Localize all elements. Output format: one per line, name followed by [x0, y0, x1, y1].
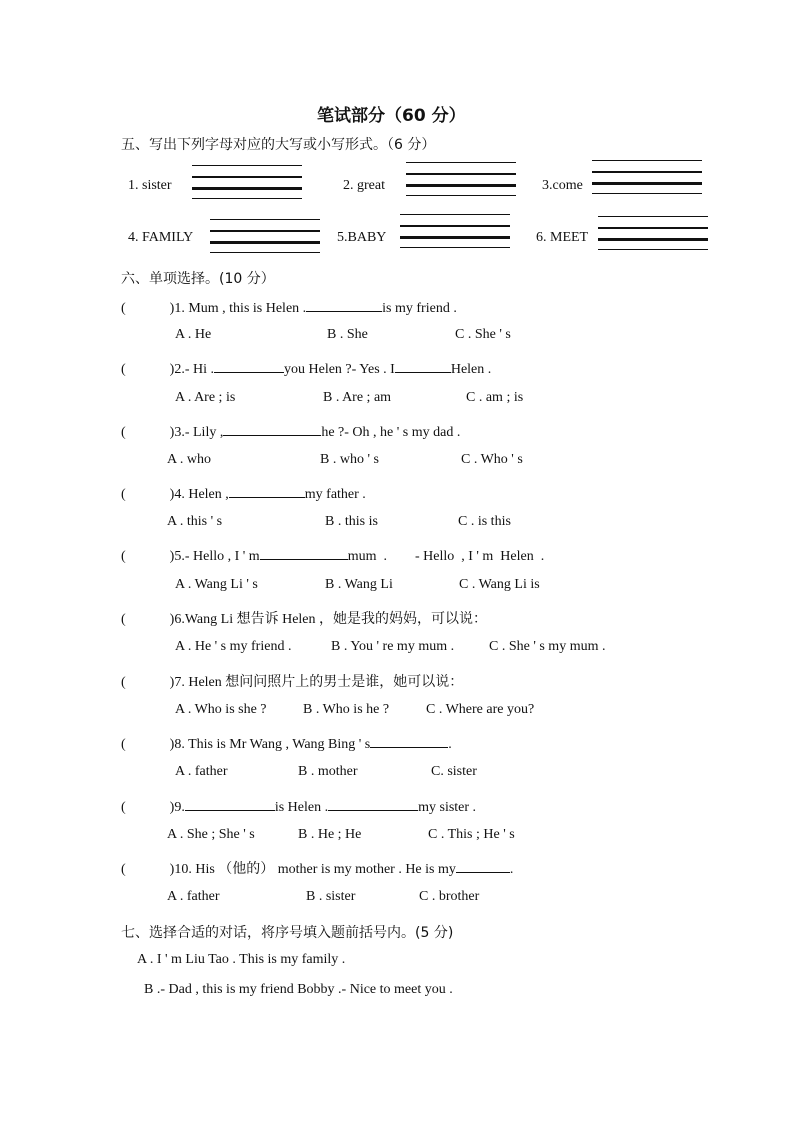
question-10: ( )10. His （他的） mother is my mother . He is my . — [121, 858, 513, 878]
option-c[interactable]: C. sister — [431, 764, 477, 779]
section5-item-1: 1. sister — [128, 178, 172, 193]
option-b[interactable]: B . Wang Li — [325, 577, 393, 592]
answer-blank[interactable] — [214, 358, 284, 373]
answer-paren[interactable]: ( — [121, 301, 126, 316]
option-c[interactable]: C . is this — [458, 514, 511, 529]
option-c[interactable]: C . am ; is — [466, 390, 524, 405]
question-3: ( )3.- Lily , he ?- Oh , he ' s my dad . — [121, 421, 460, 441]
answer-paren[interactable]: ( — [121, 549, 126, 564]
option-a[interactable]: A . who — [167, 452, 211, 467]
answer-blank[interactable] — [395, 358, 451, 373]
answer-paren[interactable]: ( — [121, 362, 126, 377]
answer-paren[interactable]: ( — [121, 862, 126, 877]
option-a[interactable]: A . He ' s my friend . — [175, 639, 292, 654]
answer-blank[interactable] — [456, 858, 510, 873]
answer-paren[interactable]: ( — [121, 800, 126, 815]
option-a[interactable]: A . father — [175, 764, 228, 779]
writing-grid-1[interactable] — [192, 165, 302, 203]
option-c[interactable]: C . Where are you? — [426, 702, 535, 717]
answer-paren[interactable]: ( — [121, 675, 126, 690]
option-c[interactable]: C . brother — [419, 889, 480, 904]
option-a[interactable]: A . Are ; is — [175, 390, 236, 405]
option-c[interactable]: C . Wang Li is — [459, 577, 540, 592]
section7-heading: 七、选择合适的对话，将序号填入题前括号内。(5 分) — [121, 925, 454, 941]
question-2: ( )2.- Hi . you Helen ?- Yes . I Helen . — [121, 358, 491, 378]
answer-paren[interactable]: ( — [121, 425, 126, 440]
option-b[interactable]: B . You ' re my mum . — [331, 639, 455, 654]
question-5: ( )5.- Hello , I ' m mum . - Hello , I ' m Helen . — [121, 545, 544, 565]
option-b[interactable]: B . Are ; am — [323, 390, 392, 405]
option-b[interactable]: B . who ' s — [320, 452, 379, 467]
option-a[interactable]: A . She ; She ' s — [167, 827, 255, 842]
answer-blank[interactable] — [306, 297, 382, 312]
answer-paren[interactable]: ( — [121, 612, 126, 627]
option-c[interactable]: C . She ' s — [455, 327, 511, 342]
answer-blank[interactable] — [223, 421, 321, 436]
section5-item-6: 6. MEET — [536, 230, 589, 245]
question-6: ( )6.Wang Li 想告诉 Helen ，她是我的妈妈，可以说： — [121, 612, 488, 627]
option-b[interactable]: B . She — [327, 327, 368, 342]
answer-blank[interactable] — [260, 545, 348, 560]
option-a[interactable]: A . father — [167, 889, 220, 904]
answer-blank[interactable] — [328, 796, 418, 811]
option-c[interactable]: C . Who ' s — [461, 452, 523, 467]
section5-item-5: 5.BABY — [337, 230, 387, 245]
option-b[interactable]: B . this is — [325, 514, 378, 529]
writing-grid-6[interactable] — [598, 216, 708, 254]
section5-item-2: 2. great — [343, 178, 385, 193]
writing-grid-3[interactable] — [592, 160, 702, 198]
section5-item-4: 4. FAMILY — [128, 230, 194, 245]
dialogue-option-b: B .- Dad , this is my friend Bobby .- Nice to meet you . — [144, 982, 453, 997]
option-b[interactable]: B . Who is he ? — [303, 702, 390, 717]
writing-grid-2[interactable] — [406, 162, 516, 200]
answer-paren[interactable]: ( — [121, 737, 126, 752]
question-9: ( )9. is Helen . my sister . — [121, 796, 476, 816]
option-a[interactable]: A . Who is she ? — [175, 702, 267, 717]
section6-heading: 六、单项选择。(10 分） — [121, 271, 275, 287]
option-c[interactable]: C . She ' s my mum . — [489, 639, 606, 654]
writing-grid-5[interactable] — [400, 214, 510, 252]
option-b[interactable]: B . sister — [306, 889, 356, 904]
answer-paren[interactable]: ( — [121, 487, 126, 502]
question-8: ( )8. This is Mr Wang , Wang Bing ' s . — [121, 733, 452, 753]
answer-blank[interactable] — [229, 483, 305, 498]
option-a[interactable]: A . He — [175, 327, 212, 342]
answer-blank[interactable] — [370, 733, 448, 748]
option-b[interactable]: B . mother — [298, 764, 358, 779]
writing-grid-4[interactable] — [210, 219, 320, 257]
section5-heading: 五、写出下列字母对应的大写或小写形式。（6 分） — [121, 137, 436, 153]
question-7: ( )7. Helen 想问问照片上的男士是谁，她可以说： — [121, 675, 464, 690]
question-4: ( )4. Helen , my father . — [121, 483, 366, 503]
option-b[interactable]: B . He ; He — [298, 827, 362, 842]
question-1: ( )1. Mum , this is Helen . is my friend . — [121, 297, 457, 317]
page-title: 笔试部分（60 分） — [317, 106, 466, 126]
option-a[interactable]: A . this ' s — [167, 514, 223, 529]
answer-blank[interactable] — [185, 796, 275, 811]
option-c[interactable]: C . This ; He ' s — [428, 827, 515, 842]
option-a[interactable]: A . Wang Li ' s — [175, 577, 258, 592]
dialogue-option-a: A . I ' m Liu Tao . This is my family . — [137, 952, 346, 967]
section5-item-3: 3.come — [542, 178, 583, 193]
